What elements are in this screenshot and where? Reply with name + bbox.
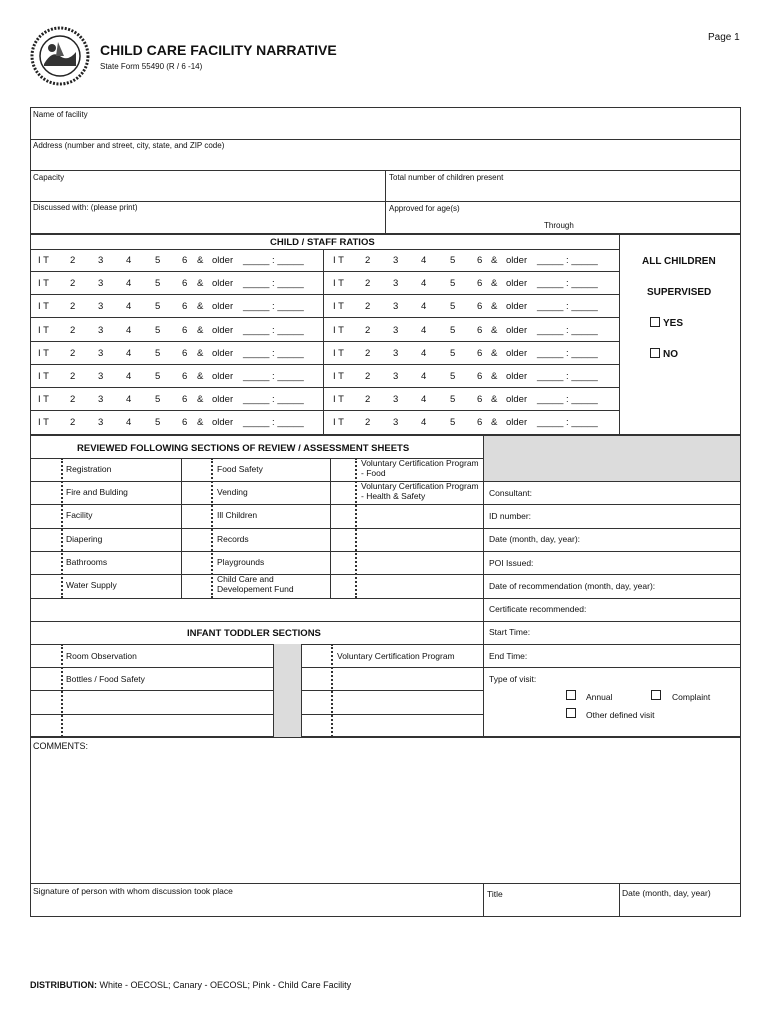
ratio-cell: 3 — [98, 278, 104, 290]
ratio-cell: 4 — [421, 347, 427, 359]
ratio-cell: older — [506, 394, 528, 406]
name-of-facility-field[interactable]: Name of facility — [33, 110, 88, 119]
ratio-cell: older — [212, 255, 234, 266]
ratio-cell: & — [491, 324, 498, 336]
form-title: CHILD CARE FACILITY NARRATIVE — [100, 42, 337, 58]
ratio-cell: & — [491, 301, 498, 313]
review-item: Records — [217, 534, 249, 544]
ratio-cell: 4 — [126, 347, 132, 359]
ratio-cell: 3 — [98, 255, 104, 266]
ratio-cell: 5 — [155, 324, 161, 336]
ratio-cell: 3 — [98, 301, 104, 313]
address-field[interactable]: Address (number and street, city, state, and ZIP code) — [33, 141, 225, 150]
ratio-cell[interactable]: _____ : _____ — [243, 255, 304, 266]
ratio-cell: 3 — [98, 324, 104, 336]
ratio-cell: & — [491, 394, 498, 406]
ratio-cell: 5 — [155, 278, 161, 290]
bottles-food-item: Bottles / Food Safety — [66, 674, 145, 684]
through-label: Through — [544, 221, 574, 230]
ratio-cell: I T — [333, 278, 344, 290]
ratio-cell: 2 — [365, 278, 371, 290]
ratio-cell: 3 — [98, 371, 104, 382]
ratio-cell: 5 — [450, 394, 456, 406]
end-time-field[interactable]: End Time: — [489, 651, 528, 661]
annual-checkbox[interactable] — [566, 690, 576, 700]
signature-date-field[interactable]: Date (month, day, year) — [622, 888, 711, 898]
yes-label: YES — [663, 318, 684, 329]
ratio-cell: I T — [333, 324, 344, 336]
ratio-cell: 5 — [450, 301, 456, 313]
ratio-cell: 4 — [421, 324, 427, 336]
ratio-cell[interactable]: _____ : _____ — [537, 301, 598, 313]
total-children-field[interactable]: Total number of children present — [389, 173, 504, 182]
ratio-cell: 6 — [182, 255, 188, 266]
annual-label: Annual — [586, 692, 613, 702]
complaint-checkbox[interactable] — [651, 690, 661, 700]
ratio-cell: 3 — [393, 371, 399, 382]
ratio-cell: older — [506, 255, 528, 266]
ratio-cell: 4 — [126, 278, 132, 290]
ratio-row-line — [323, 317, 619, 318]
ratio-cell: & — [197, 301, 204, 313]
ratio-row-line — [323, 294, 619, 295]
review-item: Voluntary Certification Program - Health & Safety — [361, 481, 479, 501]
title-field[interactable]: Title — [487, 889, 503, 899]
state-seal — [30, 26, 90, 86]
distribution-line — [30, 980, 351, 990]
ratio-cell[interactable]: _____ : _____ — [243, 417, 304, 429]
ratio-cell: 2 — [70, 394, 76, 406]
ratio-cell: older — [212, 301, 234, 313]
review-item: Bathrooms — [66, 557, 108, 567]
start-time-field[interactable]: Start Time: — [489, 627, 531, 637]
id-number-field[interactable]: ID number: — [489, 511, 532, 521]
ratio-cell: 4 — [126, 417, 132, 429]
ratio-cell: 3 — [98, 394, 104, 406]
ratio-cell: 5 — [155, 394, 161, 406]
ratio-row-line — [30, 410, 323, 411]
all-children-label: ALL CHILDREN — [642, 256, 716, 267]
ratio-cell: 2 — [70, 324, 76, 336]
date-field[interactable]: Date (month, day, year): — [489, 534, 581, 544]
ratio-cell: 5 — [450, 347, 456, 359]
ratio-cell: 2 — [365, 255, 371, 266]
ratio-row-line — [323, 364, 619, 365]
ratio-row-line — [30, 294, 323, 295]
review-header: REVIEWED FOLLOWING SECTIONS OF REVIEW / ASSESSMENT SHEETS — [77, 443, 410, 454]
ratio-cell: 4 — [126, 371, 132, 382]
ratio-cell: 3 — [393, 324, 399, 336]
type-of-visit-label: Type of visit: — [489, 674, 537, 684]
ratio-cell: 3 — [393, 347, 399, 359]
ratio-cell: 2 — [70, 278, 76, 290]
ratio-row-line — [323, 387, 619, 388]
ratio-cell: 2 — [70, 371, 76, 382]
ratio-cell: 6 — [182, 394, 188, 406]
ratio-cell[interactable]: _____ : _____ — [243, 394, 304, 406]
ratio-cell: I T — [333, 417, 344, 429]
ratio-cell: 6 — [477, 417, 483, 429]
signature-field[interactable]: Signature of person with whom discussion took place — [33, 886, 233, 896]
ratio-cell: 6 — [477, 278, 483, 290]
review-item: Playgrounds — [217, 557, 265, 567]
ratio-cell: 4 — [421, 371, 427, 382]
ratio-row-line — [323, 410, 619, 411]
ratio-cell: 4 — [421, 301, 427, 313]
page-number: Page 1 — [708, 32, 740, 43]
ratio-cell: 4 — [126, 301, 132, 313]
ratio-cell[interactable]: _____ : _____ — [243, 324, 304, 336]
form-subtitle: State Form 55490 (R / 6 -14) — [100, 62, 203, 71]
ratio-cell: 2 — [365, 394, 371, 406]
ratio-cell: 3 — [393, 394, 399, 406]
ratio-row-line — [30, 364, 323, 365]
review-item: Vending — [217, 487, 248, 497]
ratio-cell: 2 — [365, 324, 371, 336]
ratio-cell: older — [212, 394, 234, 406]
ratio-cell: 2 — [365, 417, 371, 429]
ratio-cell: 3 — [393, 417, 399, 429]
review-item: Water Supply — [66, 580, 117, 590]
ratio-cell: older — [506, 278, 528, 290]
ratio-cell: & — [491, 347, 498, 359]
ratio-cell: I T — [38, 278, 49, 290]
ratio-cell: 3 — [98, 347, 104, 359]
ratio-cell: & — [197, 347, 204, 359]
ratio-cell[interactable]: _____ : _____ — [243, 278, 304, 290]
ratio-cell: I T — [38, 301, 49, 313]
ratio-row-line — [30, 341, 323, 342]
ratio-cell: older — [212, 371, 234, 382]
recommendation-date-field[interactable]: Date of recommendation (month, day, year): — [489, 581, 656, 591]
ratio-cell: & — [491, 255, 498, 266]
ratio-cell[interactable]: _____ : _____ — [537, 255, 598, 266]
ratio-cell: I T — [38, 324, 49, 336]
ratio-cell: & — [197, 255, 204, 266]
ratio-cell: & — [197, 371, 204, 382]
infant-header: INFANT TODDLER SECTIONS — [187, 628, 321, 639]
review-item: Facility — [66, 510, 93, 520]
ratio-cell: 2 — [70, 255, 76, 266]
ratio-cell: 5 — [155, 255, 161, 266]
ratio-cell: I T — [38, 394, 49, 406]
review-item: Child Care and Developement Fund — [217, 574, 294, 594]
no-label: NO — [663, 349, 678, 360]
ratio-cell: 6 — [477, 301, 483, 313]
ratio-cell: 4 — [126, 394, 132, 406]
ratio-cell: 3 — [98, 417, 104, 429]
yes-checkbox[interactable] — [650, 317, 660, 327]
ratio-cell: 2 — [70, 347, 76, 359]
ratio-cell[interactable]: _____ : _____ — [243, 301, 304, 313]
certificate-field[interactable]: Certificate recommended: — [489, 604, 587, 614]
approved-ages-field[interactable]: Approved for age(s) — [389, 204, 460, 213]
ratio-cell: & — [197, 394, 204, 406]
review-item: Registration — [66, 464, 112, 474]
ratio-cell: 4 — [421, 278, 427, 290]
ratio-cell: 4 — [126, 255, 132, 266]
ratio-cell: older — [506, 417, 528, 429]
ratio-cell: 6 — [182, 347, 188, 359]
discussed-with-field[interactable]: Discussed with: (please print) — [33, 203, 138, 212]
ratio-cell: I T — [38, 347, 49, 359]
ratio-cell: 5 — [155, 417, 161, 429]
seal-icon — [30, 26, 90, 86]
ratio-row-line — [323, 271, 619, 272]
ratio-cell: & — [491, 371, 498, 382]
ratio-row-line — [30, 317, 323, 318]
ratio-cell: older — [212, 324, 234, 336]
ratio-cell: & — [197, 417, 204, 429]
ratio-cell: 2 — [365, 301, 371, 313]
ratio-cell: I T — [38, 255, 49, 266]
ratio-row-line — [30, 387, 323, 388]
ratio-cell: 3 — [393, 255, 399, 266]
ratio-cell: 4 — [421, 394, 427, 406]
ratio-cell: 4 — [126, 324, 132, 336]
ratio-cell: 6 — [182, 278, 188, 290]
ratio-cell: older — [506, 301, 528, 313]
ratio-cell: & — [491, 417, 498, 429]
ratio-cell: older — [212, 417, 234, 429]
ratio-cell: 3 — [393, 278, 399, 290]
ratio-row-line — [323, 341, 619, 342]
ratio-cell: 6 — [477, 371, 483, 382]
ratio-cell: 6 — [182, 324, 188, 336]
ratio-cell: 6 — [182, 417, 188, 429]
ratio-cell: 2 — [365, 347, 371, 359]
ratio-cell: I T — [333, 371, 344, 382]
ratios-block — [30, 234, 741, 435]
ratio-cell[interactable]: _____ : _____ — [537, 347, 598, 359]
ratio-cell: older — [212, 347, 234, 359]
review-shade — [483, 436, 740, 481]
ratio-cell: 5 — [450, 255, 456, 266]
poi-issued-field[interactable]: POI Issued: — [489, 558, 534, 568]
ratio-cell: 6 — [477, 347, 483, 359]
ratio-cell[interactable]: _____ : _____ — [537, 371, 598, 382]
ratio-cell: 5 — [155, 301, 161, 313]
ratio-row-line — [30, 271, 323, 272]
ratio-cell: 3 — [393, 301, 399, 313]
ratio-cell[interactable]: _____ : _____ — [243, 371, 304, 382]
ratio-cell: older — [212, 278, 234, 290]
ratio-cell[interactable]: _____ : _____ — [537, 324, 598, 336]
ratio-cell[interactable]: _____ : _____ — [537, 278, 598, 290]
ratio-cell: 6 — [477, 255, 483, 266]
ratio-cell: 5 — [450, 278, 456, 290]
ratio-cell: 5 — [450, 417, 456, 429]
ratios-header: CHILD / STAFF RATIOS — [270, 237, 375, 248]
complaint-label: Complaint — [672, 692, 711, 702]
room-observation-item: Room Observation — [66, 651, 137, 661]
review-item: Diapering — [66, 534, 103, 544]
supervised-label: SUPERVISED — [647, 287, 712, 298]
ratio-cell[interactable]: _____ : _____ — [537, 417, 598, 429]
ratio-cell: older — [506, 324, 528, 336]
ratio-cell: & — [197, 278, 204, 290]
capacity-field[interactable]: Capacity — [33, 173, 65, 182]
ratio-cell: I T — [333, 347, 344, 359]
ratio-cell: 6 — [477, 324, 483, 336]
no-checkbox[interactable] — [650, 348, 660, 358]
review-item: Voluntary Certification Program - Food — [361, 458, 479, 478]
ratio-cell: 5 — [450, 324, 456, 336]
ratio-cell: & — [197, 324, 204, 336]
ratio-cell: 2 — [365, 371, 371, 382]
voluntary-cert-item: Voluntary Certification Program — [337, 651, 455, 661]
ratio-cell: I T — [333, 301, 344, 313]
consultant-field[interactable]: Consultant: — [489, 488, 532, 498]
ratio-cell[interactable]: _____ : _____ — [243, 347, 304, 359]
other-visit-checkbox[interactable] — [566, 708, 576, 718]
ratio-cell: 6 — [182, 371, 188, 382]
distribution-text: White - OECOSL; Canary - OECOSL; Pink - Child Care Facility — [99, 980, 352, 990]
review-item: Fire and Bulding — [66, 487, 128, 497]
ratio-cell: 5 — [450, 371, 456, 382]
ratio-cell: 2 — [70, 301, 76, 313]
ratio-cell: older — [506, 371, 528, 382]
ratio-cell: older — [506, 347, 528, 359]
comments-label: COMMENTS: — [33, 741, 88, 751]
ratio-cell: I T — [333, 255, 344, 266]
ratio-cell: 6 — [182, 301, 188, 313]
ratio-cell: 5 — [155, 347, 161, 359]
distribution-label: DISTRIBUTION: — [30, 980, 97, 990]
ratio-cell: & — [491, 278, 498, 290]
ratio-cell: 2 — [70, 417, 76, 429]
review-item: Food Safety — [217, 464, 263, 474]
ratio-cell: I T — [38, 371, 49, 382]
infant-shade — [273, 644, 302, 737]
ratio-cell: 4 — [421, 417, 427, 429]
ratio-cell: I T — [38, 417, 49, 429]
ratio-cell: 6 — [477, 394, 483, 406]
ratio-cell[interactable]: _____ : _____ — [537, 394, 598, 406]
ratio-cell: I T — [333, 394, 344, 406]
other-visit-label: Other defined visit — [586, 710, 655, 720]
review-item: Ill Children — [217, 510, 258, 520]
ratio-cell: 5 — [155, 371, 161, 382]
ratio-cell: 4 — [421, 255, 427, 266]
